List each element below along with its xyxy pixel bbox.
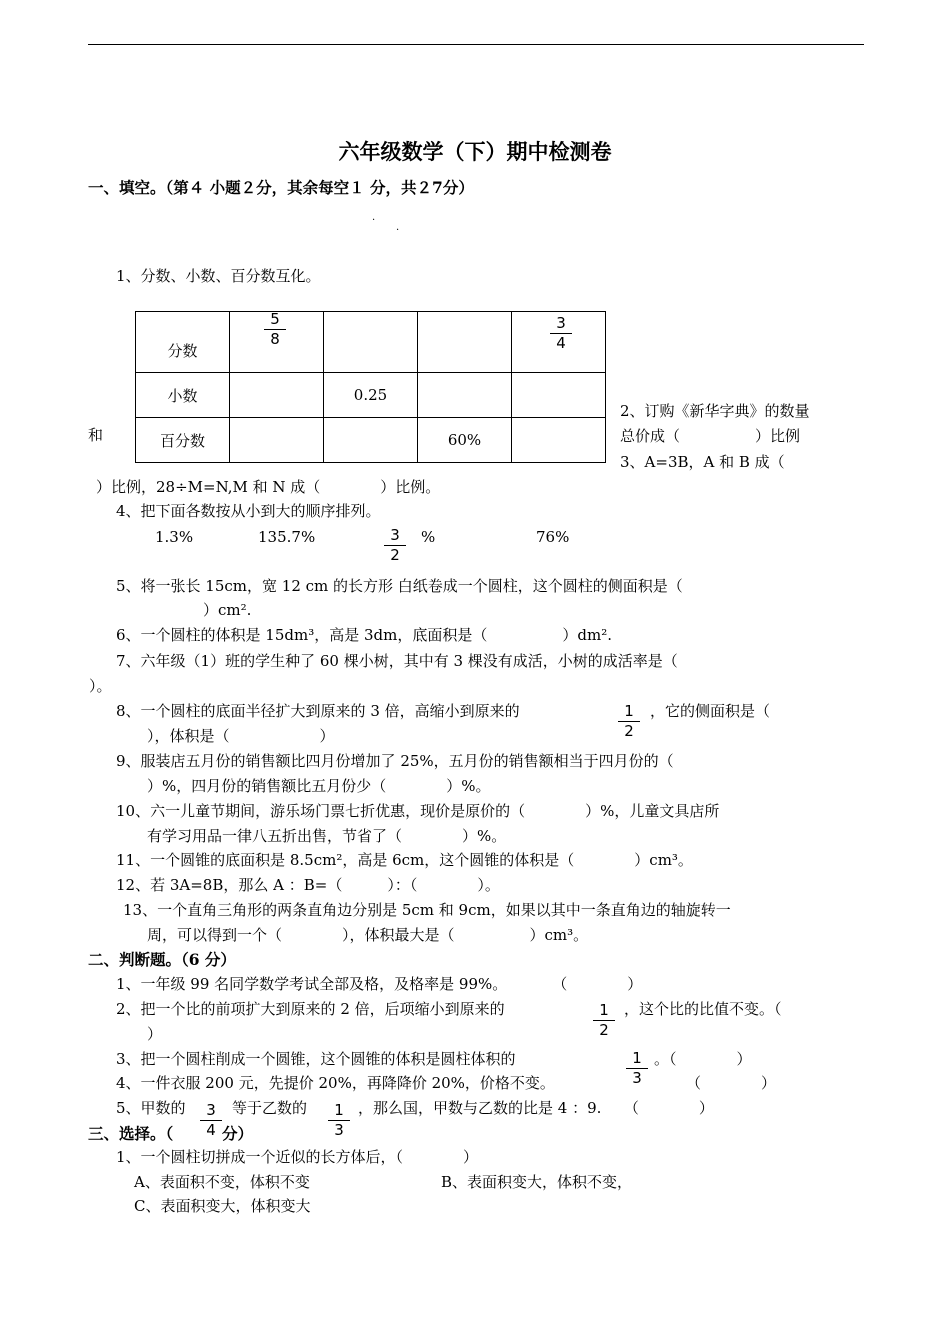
empty-cell	[512, 373, 606, 418]
q10-text-a: 10、六一儿童节期间，游乐场门票七折优惠，现价是原价的（ ）%，儿童文具店所	[116, 802, 720, 820]
j2-text-a2: ，这个比的比值不变。（	[624, 1000, 782, 1018]
j3-text-a2: 。（ ）	[654, 1050, 752, 1068]
q2-text-1: 2、订购《新华字典》的数量	[620, 402, 810, 420]
j5-fraction-1-3: 1 3	[328, 1103, 350, 1138]
section3-heading-end: 分）	[222, 1124, 254, 1143]
percent-cell: 60%	[418, 418, 512, 463]
q13-text-a: 13、一个直角三角形的两条直角边分别是 5cm 和 9cm，如果以其中一条直角边的轴旋转一	[123, 901, 731, 919]
j2-text-a: 2、把一个比的前项扩大到原来的 2 倍，后项缩小到原来的	[116, 1000, 505, 1018]
fraction-5-8: 5 8	[264, 312, 286, 347]
j3-fraction-1-3: 1 3	[626, 1051, 648, 1086]
q3-text: 3、A=3B，A 和 B 成（	[620, 453, 785, 471]
row-label-decimal: 小数	[136, 373, 230, 418]
q4-item-3: %	[421, 528, 436, 546]
j5-text-a: 5、甲数的	[116, 1099, 186, 1117]
j2-fraction-1-2: 1 2	[593, 1003, 615, 1038]
q1-text: 1、分数、小数、百分数互化。	[116, 267, 321, 285]
q7-text-b: ）。	[89, 677, 112, 695]
empty-cell	[230, 418, 324, 463]
q8-fraction-1-2: 1 2	[618, 704, 640, 739]
j4-paren: （ ）	[686, 1074, 777, 1092]
empty-cell	[512, 418, 606, 463]
c1-option-c: C、表面积变大，体积变大	[134, 1197, 311, 1215]
q4-fraction-3-2: 3 2	[384, 528, 406, 563]
j5-fraction-3-4: 3 4	[200, 1103, 222, 1138]
q8-text-a: 8、一个圆柱的底面半径扩大到原来的 3 倍，高缩小到原来的	[116, 702, 520, 720]
q2-text-2: 总价成（ ）比例	[620, 427, 801, 445]
c1-option-b: B、表面积变大，体积不变，	[441, 1173, 633, 1191]
q5-text-a: 5、将一张长 15cm，宽 12 cm 的长方形 白纸卷成一个圆柱，这个圆柱的侧面积是（	[116, 577, 683, 595]
j5-text-c: ，那么国，甲数与乙数的比是 4 ：9. （ ）	[358, 1099, 714, 1117]
stray-mark: .	[396, 222, 400, 233]
empty-cell	[324, 312, 418, 373]
q9-text-b: ）%，四月份的销售额比五月份少（ ）%。	[147, 777, 491, 795]
j2-text-b: ）	[147, 1025, 163, 1043]
q2-q3-continued: ）比例，28÷M=N,M 和 N 成（ ）比例。	[96, 478, 441, 496]
q4-item-2: 135.7%	[258, 528, 316, 546]
section1-heading: 一、填空。（第４ 小题２分，其余每空１ 分，共２7分）	[88, 178, 474, 197]
q12-text: 12、若 3A=8B，那么 A ：B=（ ）：（ ）。	[116, 876, 500, 894]
j1-text: 1、一年级 99 名同学数学考试全部及格，及格率是 99%。 （ ）	[116, 975, 643, 993]
c1-option-a: A、表面积不变，体积不变	[134, 1173, 310, 1191]
empty-cell	[418, 312, 512, 373]
j5-text-b: 等于乙数的	[232, 1099, 308, 1117]
section2-heading: 二、判断题。（6 分）	[88, 950, 236, 969]
stray-mark: .	[372, 212, 376, 223]
q4-item-4: 76%	[536, 528, 570, 546]
header-rule	[88, 44, 864, 45]
section3-heading: 三、选择。（	[88, 1124, 174, 1143]
c1-text: 1、一个圆柱切拼成一个近似的长方体后，（ ）	[116, 1148, 479, 1166]
row-label-fraction: 分数	[136, 312, 230, 373]
page-title: 六年级数学（下）期中检测卷	[338, 139, 612, 164]
fraction-cell	[230, 312, 324, 373]
q8-text-a2: ，它的侧面积是（	[650, 702, 771, 720]
conversion-table	[135, 311, 606, 463]
fraction-cell	[512, 312, 606, 373]
q5-text-b: ）cm².	[203, 601, 252, 619]
fraction-3-4: 3 4	[550, 316, 572, 351]
j4-text: 4、一件衣服 200 元，先提价 20%，再降降价 20%，价格不变。	[116, 1074, 555, 1092]
empty-cell	[230, 373, 324, 418]
q7-text-a: 7、六年级（1）班的学生种了 60 棵小树，其中有 3 棵没有成活，小树的成活率是（	[116, 652, 678, 670]
empty-cell	[418, 373, 512, 418]
q6-text: 6、一个圆柱的体积是 15dm³，高是 3dm，底面积是（ ）dm².	[116, 626, 612, 644]
q2-he: 和	[88, 426, 104, 444]
q13-text-b: 周，可以得到一个（ ），体积最大是（ ）cm³。	[147, 926, 589, 944]
decimal-cell: 0.25	[324, 373, 418, 418]
q10-text-b: 有学习用品一律八五折出售，节省了（ ）%。	[147, 827, 507, 845]
q8-text-b: ），体积是（ ）	[147, 727, 335, 745]
q4-text: 4、把下面各数按从小到大的顺序排列。	[116, 502, 381, 520]
q9-text-a: 9、服装店五月份的销售额比四月份增加了 25%，五月份的销售额相当于四月份的（	[116, 752, 674, 770]
j3-text-a: 3、把一个圆柱削成一个圆锥，这个圆锥的体积是圆柱体积的	[116, 1050, 516, 1068]
row-label-percent: 百分数	[136, 418, 230, 463]
empty-cell	[324, 418, 418, 463]
q11-text: 11、一个圆锥的底面积是 8.5cm²，高是 6cm，这个圆锥的体积是（ ）cm³。	[116, 851, 693, 869]
q4-item-1: 1.3%	[155, 528, 194, 546]
